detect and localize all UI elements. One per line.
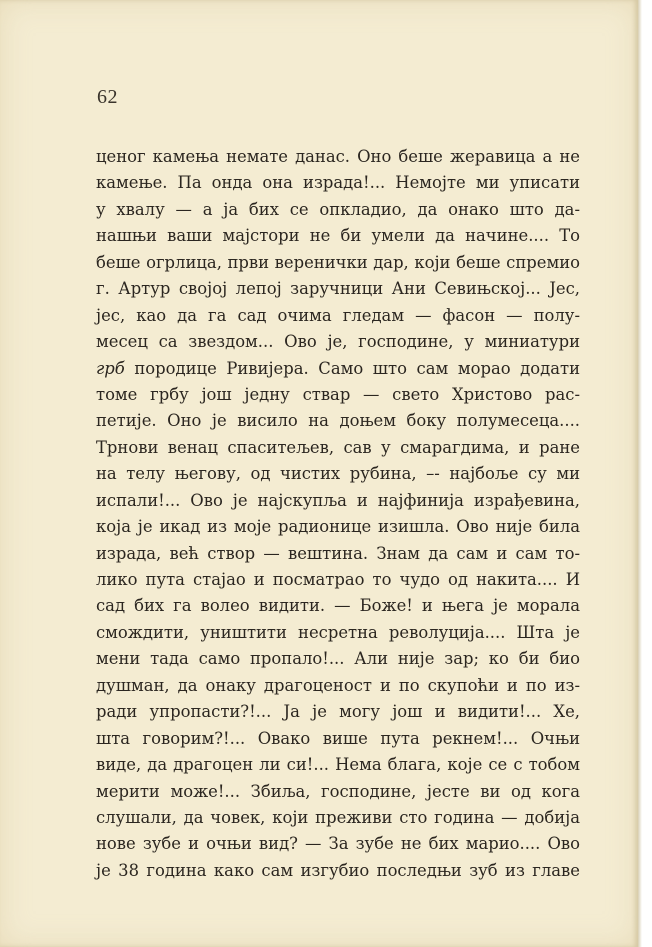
text-line: мерити може!... Збиља, господине, јесте ви од кога bbox=[96, 781, 580, 801]
text-line: томе грбу још једну ствар — свето Христово рас- bbox=[96, 384, 580, 404]
text-line: израда, већ створ — вештина. Знам да сам и сам то- bbox=[96, 543, 580, 563]
text-line: слушали, да човек, који преживи сто година — добија bbox=[96, 807, 580, 827]
text-line: нове зубе и очњи вид? — За зубе не бих марио.... Ово bbox=[96, 834, 580, 854]
text-line: јес, као да га сад очима гледам — фасон — полу- bbox=[96, 305, 580, 325]
text-line-rest: породице Ривијера. Само што сам морао додати bbox=[124, 358, 580, 378]
text-line: лико пута стајао и посматрао то чудо од накита.... И bbox=[96, 570, 580, 589]
text-line: нашњи ваши мајстори не би умели да начине.... То bbox=[96, 226, 580, 246]
page-number: 62 bbox=[97, 86, 118, 108]
text-line: на телу његову, од чистих рубина, –- најбоље су ми bbox=[96, 464, 580, 484]
text-line: је 38 година како сам изгубио последњи зуб из главе bbox=[96, 860, 580, 880]
italic-word: грб bbox=[96, 358, 125, 378]
text-line: која је икад из моје радионице изишла. Ово није била bbox=[96, 517, 580, 537]
text-line: виде, да драгоцен ли си!... Нема блага, које се с тобом bbox=[96, 755, 580, 775]
text-line-with-italic bbox=[96, 356, 580, 382]
text-line: Трнови венац спаситељев, сав у смарагдима, и ране bbox=[96, 437, 580, 457]
text-line: душман, да онаку драгоценост и по скупоћи и по из- bbox=[96, 675, 580, 695]
text-line: беше огрлица, први веренички дар, који беше спремио bbox=[96, 252, 580, 272]
text-line: г. Артур својој лепој заручници Ани Севињској... Јес, bbox=[96, 279, 580, 299]
text-line: камење. Па онда она израда!... Немојте ми уписати bbox=[96, 173, 580, 193]
text-line: месец са звездом... Ово је, господине, у миниатури bbox=[96, 332, 580, 352]
body-text bbox=[96, 144, 580, 884]
text-line: шта говорим?!... Овако више пута рекнем!... Очњи bbox=[96, 728, 580, 748]
text-line: ради упропасти?!... Ја је могу још и видити!... Хе, bbox=[96, 702, 580, 722]
text-line: ценог камења немате данас. Оно беше жеравица а не bbox=[96, 147, 580, 166]
text-line: испали!... Ово је најскупља и најфинија израђевина, bbox=[96, 490, 580, 510]
text-line: смождити, уништити несретна револуција.... Шта је bbox=[96, 622, 580, 642]
text-line: у хвалу — а ја бих се опкладио, да онако што да- bbox=[96, 199, 580, 219]
text-line: петије. Оно је висило на доњем боку полумесеца.... bbox=[96, 411, 580, 431]
text-line: сад бих га волео видити. — Боже! и њега је морала bbox=[96, 596, 580, 616]
text-line: мени тада само пропало!... Али није зар; ко би био bbox=[96, 649, 580, 669]
page-edge bbox=[638, 0, 652, 947]
